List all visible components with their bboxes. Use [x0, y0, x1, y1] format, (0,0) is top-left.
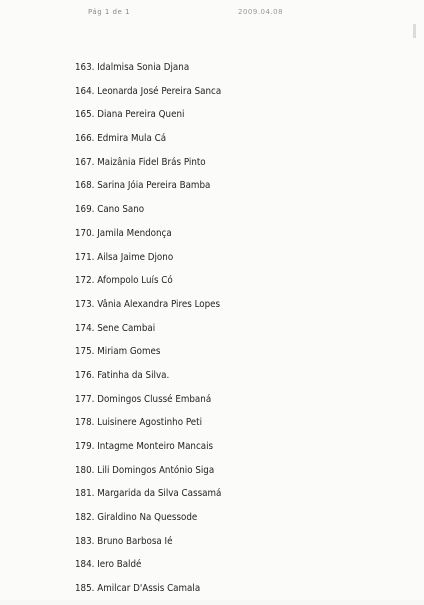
entry-name: Margarida da Silva Cassamá — [97, 488, 222, 500]
list-item — [75, 344, 379, 368]
list-item — [75, 439, 379, 463]
entry-name: Leonarda José Pereira Sanca — [97, 85, 222, 97]
entry-name: Idalmisa Sonia Djana — [97, 62, 190, 73]
name-list — [75, 60, 405, 605]
entry-number: 165. — [75, 109, 95, 121]
entry-number: 183. — [75, 535, 95, 547]
list-item — [75, 250, 379, 274]
entry-name: Diana Pereira Queni — [97, 109, 185, 121]
list-item — [75, 107, 379, 131]
entry-name: Ailsa Jaime Djono — [97, 251, 174, 263]
entry-name: Miriam Gomes — [97, 346, 161, 358]
entry-name: Intagme Monteiro Mancais — [97, 441, 214, 452]
list-item — [75, 415, 379, 439]
entry-number: 167. — [75, 156, 95, 168]
entry-number: 173. — [75, 298, 95, 310]
list-item — [75, 297, 379, 321]
entry-name: Iero Baldé — [97, 559, 142, 571]
list-item — [75, 131, 379, 155]
entry-name: Sarina Jóia Pereira Bamba — [97, 180, 211, 192]
entry-name: Edmira Mula Cá — [97, 133, 167, 145]
entry-name: Afompolo Luís Có — [97, 275, 173, 287]
entry-name: Bruno Barbosa Ié — [97, 535, 173, 547]
list-item — [75, 486, 379, 510]
entry-name: Jamila Mendonça — [97, 227, 172, 239]
entry-name: Cano Sano — [97, 204, 145, 216]
list-item — [75, 534, 379, 558]
list-item — [75, 463, 379, 487]
entry-number: 176. — [75, 369, 95, 381]
entry-name: Vânia Alexandra Pires Lopes — [97, 298, 221, 310]
entry-number: 182. — [75, 512, 95, 524]
entry-number: 185. — [75, 583, 95, 595]
list-item — [75, 178, 379, 202]
list-item — [75, 510, 379, 534]
list-item — [75, 392, 379, 416]
list-item — [75, 202, 379, 226]
entry-number: 169. — [75, 204, 95, 216]
entry-number: 177. — [75, 393, 95, 405]
entry-number: 174. — [75, 322, 95, 334]
list-item — [75, 321, 379, 345]
entry-name: Sene Cambai — [97, 322, 156, 334]
entry-number: 171. — [75, 251, 95, 263]
entry-number: 170. — [75, 227, 95, 239]
entry-name: Giraldino Na Quessode — [97, 512, 198, 524]
list-item — [75, 60, 379, 84]
list-item — [75, 581, 379, 605]
page-number: Pág 1 de 1 — [88, 8, 130, 16]
entry-name: Fatinha da Silva. — [97, 369, 170, 381]
entry-number: 166. — [75, 133, 95, 145]
entry-number: 181. — [75, 488, 95, 500]
entry-number: 172. — [75, 275, 95, 287]
entry-name: Luisinere Agostinho Peti — [97, 417, 203, 429]
list-item — [75, 368, 379, 392]
entry-number: 179. — [75, 441, 95, 452]
entry-name: Domingos Clussé Embaná — [97, 393, 212, 405]
list-item — [75, 557, 379, 581]
entry-number: 184. — [75, 559, 95, 571]
list-item — [75, 155, 379, 179]
entry-number: 164. — [75, 85, 95, 97]
entry-number: 163. — [75, 62, 95, 73]
entry-number: 175. — [75, 346, 95, 358]
entry-number: 168. — [75, 180, 95, 192]
list-item — [75, 273, 379, 297]
entry-number: 180. — [75, 464, 95, 476]
scan-edge-mark — [413, 24, 416, 38]
entry-name: Amilcar D'Assis Camala — [97, 583, 201, 595]
entry-name: Lili Domingos António Siga — [97, 464, 215, 476]
list-item — [75, 84, 379, 108]
page-header — [0, 8, 424, 22]
header-date: 2009.04.08 — [238, 8, 284, 16]
entry-number: 178. — [75, 417, 95, 429]
entry-name: Maizânia Fidel Brás Pinto — [97, 156, 206, 168]
list-item — [75, 226, 379, 250]
